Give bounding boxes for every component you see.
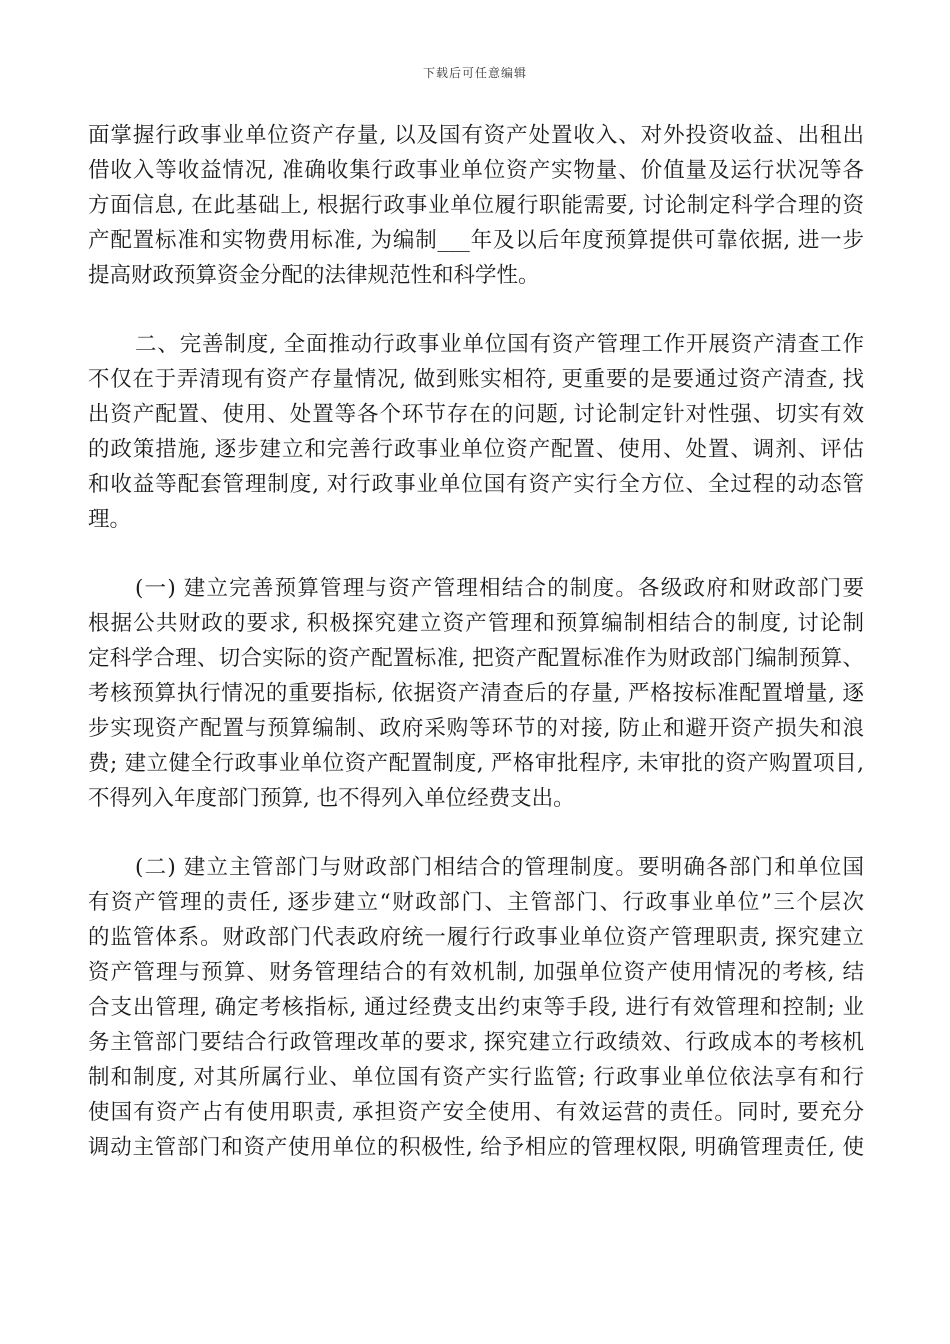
text-line: 出资产配置、使用、处置等各个环节存在的问题, 讨论制定针对性强、切实有效 — [88, 402, 864, 427]
paragraph-continuation — [88, 118, 864, 293]
paragraph-section-two — [88, 327, 864, 537]
text-line: 根据公共财政的要求, 积极探究建立资产管理和预算编制相结合的制度, 讨论制 — [88, 611, 864, 636]
paragraph-subsection-two — [88, 850, 864, 1165]
paragraph-subsection-one — [88, 571, 864, 816]
text-line: 有资产管理的责任, 逐步建立“财政部门、主管部门、行政事业单位”三个层次 — [88, 890, 864, 915]
text-line: 面掌握行政事业单位资产存量, 以及国有资产处置收入、对外投资收益、出租出 — [88, 123, 864, 148]
text-line: 借收入等收益情况, 准确收集行政事业单位资产实物量、价值量及运行状况等各 — [88, 158, 864, 183]
text-line: 不得列入年度部门预算, 也不得列入单位经费支出。 — [88, 786, 575, 811]
text-line: 提高财政预算资金分配的法律规范性和科学性。 — [88, 263, 540, 288]
subsection-heading-line: (一) 建立完善预算管理与资产管理相结合的制度。各级政府和财政部门要 — [135, 576, 864, 601]
text-line: 合支出管理, 确定考核指标, 通过经费支出约束等手段, 进行有效管理和控制; 业 — [88, 995, 864, 1020]
page-header-note: 下载后可任意编辑 — [422, 66, 527, 80]
text-line: 调动主管部门和资产使用单位的积极性, 给予相应的管理权限, 明确管理责任, 使 — [88, 1135, 864, 1160]
subsection-heading-line: (二) 建立主管部门与财政部门相结合的管理制度。要明确各部门和单位国 — [135, 855, 864, 880]
text-line: 步实现资产配置与预算编制、政府采购等环节的对接, 防止和避开资产损失和浪 — [88, 716, 864, 741]
text-line: 产配置标准和实物费用标准, 为编制___年及以后年度预算提供可靠依据, 进一步 — [88, 228, 864, 253]
text-line: 费; 建立健全行政事业单位资产配置制度, 严格审批程序, 未审批的资产购置项目, — [88, 751, 864, 776]
text-line: 理。 — [88, 507, 132, 532]
text-line: 的政策措施, 逐步建立和完善行政事业单位资产配置、使用、处置、调剂、评估 — [88, 437, 864, 462]
text-line: 制和制度, 对其所属行业、单位国有资产实行监管; 行政事业单位依法享有和行 — [88, 1065, 864, 1090]
text-line: 不仅在于弄清现有资产存量情况, 做到账实相符, 更重要的是要通过资产清查, 找 — [88, 367, 864, 392]
text-line: 的监管体系。财政部门代表政府统一履行行政事业单位资产管理职责, 探究建立 — [88, 925, 864, 950]
text-line: 资产管理与预算、财务管理结合的有效机制, 加强单位资产使用情况的考核, 结 — [88, 960, 864, 985]
text-line: 务主管部门要结合行政管理改革的要求, 探究建立行政绩效、行政成本的考核机 — [88, 1030, 864, 1055]
text-line: 考核预算执行情况的重要指标, 依据资产清查后的存量, 严格按标准配置增量, 逐 — [88, 681, 864, 706]
text-line: 使国有资产占有使用职责, 承担资产安全使用、有效运营的责任。同时, 要充分 — [88, 1100, 864, 1125]
section-heading-line: 二、完善制度, 全面推动行政事业单位国有资产管理工作开展资产清查工作 — [135, 332, 864, 357]
text-line: 方面信息, 在此基础上, 根据行政事业单位履行职能需要, 讨论制定科学合理的资 — [88, 193, 864, 218]
document-body — [88, 118, 864, 1199]
text-line: 和收益等配套管理制度, 对行政事业单位国有资产实行全方位、全过程的动态管 — [88, 472, 864, 497]
text-line: 定科学合理、切合实际的资产配置标准, 把资产配置标准作为财政部门编制预算、 — [88, 646, 864, 671]
